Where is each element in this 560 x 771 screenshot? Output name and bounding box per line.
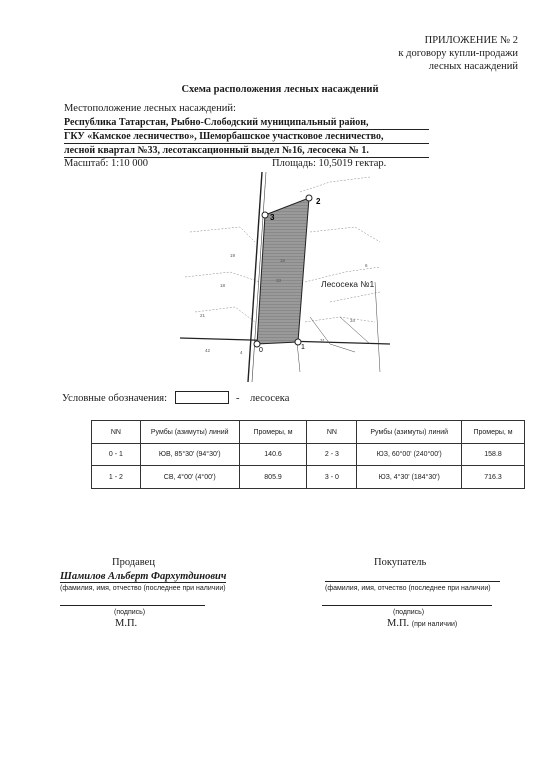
buyer-stamp bbox=[387, 618, 457, 629]
parcel-number: 18 bbox=[220, 283, 226, 288]
seller-signature-line bbox=[60, 605, 205, 606]
table-header-row bbox=[92, 421, 525, 444]
plot-area: Площадь: 10,5019 гектар. bbox=[272, 158, 387, 169]
point-2-marker bbox=[306, 195, 312, 201]
table-cell: 1 - 2 bbox=[92, 466, 141, 489]
table-header-cell: Румбы (азимуты) линий bbox=[140, 421, 239, 444]
map-scale: Масштаб: 1:10 000 bbox=[64, 158, 149, 169]
parcel-number: 16 bbox=[280, 258, 286, 263]
table-cell: ЮЗ, 4°30' (184°30') bbox=[357, 466, 462, 489]
table-cell: 716.3 bbox=[462, 466, 525, 489]
table-header-cell: NN bbox=[92, 421, 141, 444]
point-2-label: 2 bbox=[316, 197, 321, 206]
buyer-signature-note: (подпись) bbox=[393, 609, 425, 616]
parcel-number: 33 bbox=[276, 278, 282, 283]
table-cell: 0 - 1 bbox=[92, 444, 141, 466]
seller-title: Продавец bbox=[112, 557, 155, 568]
cutting-area-polygon bbox=[257, 198, 309, 344]
location-line-1: Республика Татарстан, Рыбно-Слободский муниципальный район, bbox=[64, 117, 429, 130]
buyer-signature-line bbox=[322, 605, 492, 606]
point-0-label: 0 bbox=[259, 347, 263, 354]
table-header-cell: Промеры, м bbox=[239, 421, 307, 444]
table-row bbox=[92, 466, 525, 489]
forest-plot-map bbox=[180, 172, 390, 382]
seller-signature-note: (подпись) bbox=[114, 609, 146, 616]
buyer-name-line bbox=[325, 581, 500, 582]
appendix-subtitle: к договору купли-продажи bbox=[398, 48, 518, 59]
cutting-area-label: Лесосека №1 bbox=[321, 279, 375, 289]
seller-name-note: (фамилия, имя, отчество (последнее при наличии) bbox=[60, 585, 226, 592]
legend-item bbox=[236, 393, 289, 404]
appendix-number: ПРИЛОЖЕНИЕ № 2 bbox=[424, 35, 518, 46]
buyer-name-note: (фамилия, имя, отчество (последнее при наличии) bbox=[325, 585, 491, 592]
point-1-label: 1 bbox=[301, 344, 305, 351]
parcel-number: 31 bbox=[320, 338, 326, 343]
table-cell: 2 - 3 bbox=[307, 444, 357, 466]
bearings-table bbox=[91, 420, 525, 489]
table-cell: 805.9 bbox=[239, 466, 307, 489]
buyer-stamp-label: М.П. bbox=[387, 618, 410, 629]
buyer-stamp-note: (при наличии) bbox=[411, 621, 458, 628]
table-cell: СВ, 4°00' (4°00') bbox=[140, 466, 239, 489]
table-header-cell: Румбы (азимуты) линий bbox=[357, 421, 462, 444]
table-cell: ЮЗ, 60°00' (240°00') bbox=[357, 444, 462, 466]
parcel-number: 19 bbox=[230, 253, 236, 258]
appendix-subtitle-2: лесных насаждений bbox=[428, 61, 518, 72]
location-line-2: ГКУ «Камское лесничество», Шеморбашское участковое лесничество, bbox=[64, 131, 429, 144]
parcel-grid-lower bbox=[295, 282, 380, 372]
buyer-title: Покупатель bbox=[374, 557, 427, 568]
legend-item-label: лесосека bbox=[250, 393, 290, 404]
legend-label: Условные обозначения: bbox=[62, 393, 168, 404]
parcel-number: 4 bbox=[240, 350, 243, 355]
seller-name: Шамилов Альберт Фархутдинович bbox=[60, 571, 227, 582]
parcel-number: 42 bbox=[205, 348, 211, 353]
point-3-marker bbox=[262, 212, 268, 218]
table-row bbox=[92, 444, 525, 466]
legend-swatch bbox=[175, 391, 229, 404]
location-line-3: лесной квартал №33, лесотаксационный выдел №16, лесосека № 1. bbox=[64, 145, 429, 158]
table-cell: 3 - 0 bbox=[307, 466, 357, 489]
location-label: Местоположение лесных насаждений: bbox=[64, 103, 236, 114]
table-cell: 140.6 bbox=[239, 444, 307, 466]
document-title: Схема расположения лесных насаждений bbox=[181, 84, 379, 95]
seller-stamp: М.П. bbox=[115, 618, 138, 629]
table-header-cell: NN bbox=[307, 421, 357, 444]
table-header-cell: Промеры, м bbox=[462, 421, 525, 444]
parcel-number: 6 bbox=[365, 263, 368, 268]
table-cell: ЮВ, 85°30' (94°30') bbox=[140, 444, 239, 466]
legend-dash: - bbox=[236, 393, 240, 404]
point-3-label: 3 bbox=[270, 213, 275, 222]
parcel-number: 34 bbox=[350, 318, 356, 323]
parcel-number: 21 bbox=[200, 313, 206, 318]
table-cell: 158.8 bbox=[462, 444, 525, 466]
